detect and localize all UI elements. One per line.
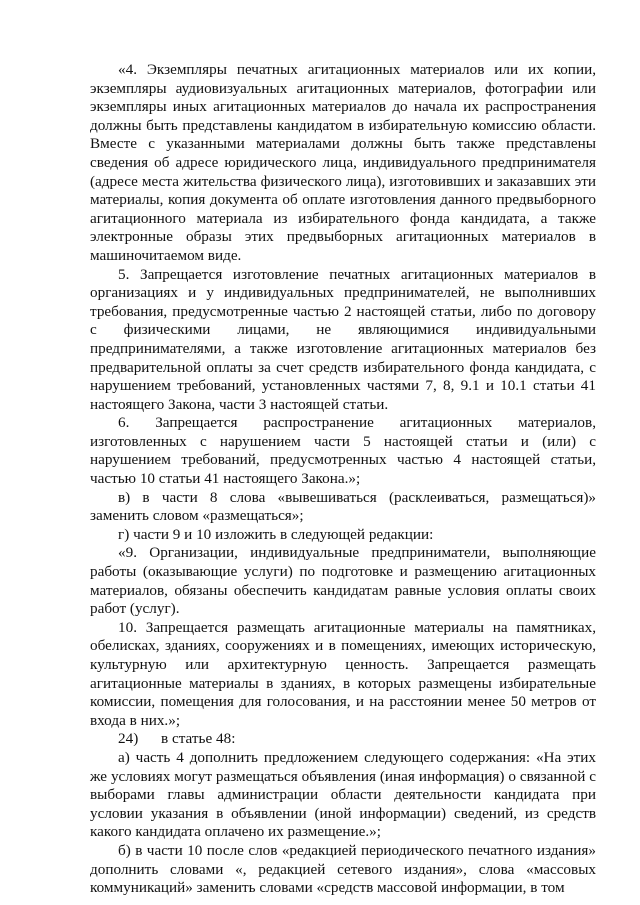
document-body	[90, 61, 596, 898]
paragraph-item-5: 5. Запрещается изготовление печатных агитационных материалов в организациях и у индивидуальных предпринимателей, не выполнивших требования, предусмотренные частью 2 настоящей статьи, либо по договору с физическими лицами, не являющимися индивидуальными предпринимателями, а также изготовление агитационных материалов без предварительной оплаты за счет средств избирательного фонда кандидата, с нарушением требований, установленных частями 7, 8, 9.1 и 10.1 статьи 41 настоящего Закона, части 3 настоящей статьи.	[90, 265, 596, 413]
paragraph-item-4: «4. Экземпляры печатных агитационных материалов или их копии, экземпляры аудиовизуальных агитационных материалов, фотографии или экземпляры иных агитационных материалов до начала их распространения должны быть представлены кандидатом в избирательную комиссию области. Вместе с указанными материалами должны быть также представлены сведения об адресе юридического лица, индивидуального предпринимателя (адресе места жительства физического лица), изготовивших и заказавших эти материалы, копия документа об оплате изготовления данного предвыборного агитационного материала из избирательного фонда кандидата, а также электронные образы этих предвыборных агитационных материалов в машиночитаемом виде.	[90, 61, 596, 264]
paragraph-item-24: 24) в статье 48:	[118, 730, 236, 748]
paragraph-item-9: «9. Организации, индивидуальные предприниматели, выполняющие работы (оказывающие услуги) по подготовке и размещению агитационных материалов, обязаны обеспечить кандидатам равные условия оплаты своих работ (услуг).	[90, 544, 596, 618]
paragraph-item-6: 6. Запрещается распространение агитационных материалов, изготовленных с нарушением части 5 настоящей статьи и (или) с нарушением требований, предусмотренных частью 4 настоящей статьи, частью 10 статьи 41 настоящего Закона.»;	[90, 414, 596, 488]
paragraph-subitem-b: б) в части 10 после слов «редакцией периодического печатного издания» дополнить словами «, редакцией сетевого издания», слова «массовых коммуникаций» заменить словами «средств массовой информации, в том	[90, 841, 596, 897]
paragraph-item-10: 10. Запрещается размещать агитационные материалы на памятниках, обелисках, зданиях, сооружениях и в помещениях, имеющих историческую, культурную или архитектурную ценность. Запрещается размещать агитационные материалы в зданиях, в которых размещены избирательные комиссии, помещения для голосования, и на расстоянии менее 50 метров от входа в них.»;	[90, 618, 596, 729]
paragraph-subitem-a: а) часть 4 дополнить предложением следующего содержания: «На этих же условиях могут размещаться объявления (иная информация) о связанной с выборами главы администрации области деятельности кандидата при условии указания в объявлении (иной информации) сведений, из средств какого кандидата оплачено их размещение.»;	[90, 748, 596, 841]
paragraph-subitem-g: г) части 9 и 10 изложить в следующей редакции:	[118, 525, 434, 543]
paragraph-subitem-v: в) в части 8 слова «вывешиваться (расклеиваться, размещаться)» заменить словом «размещаться»;	[90, 488, 596, 525]
